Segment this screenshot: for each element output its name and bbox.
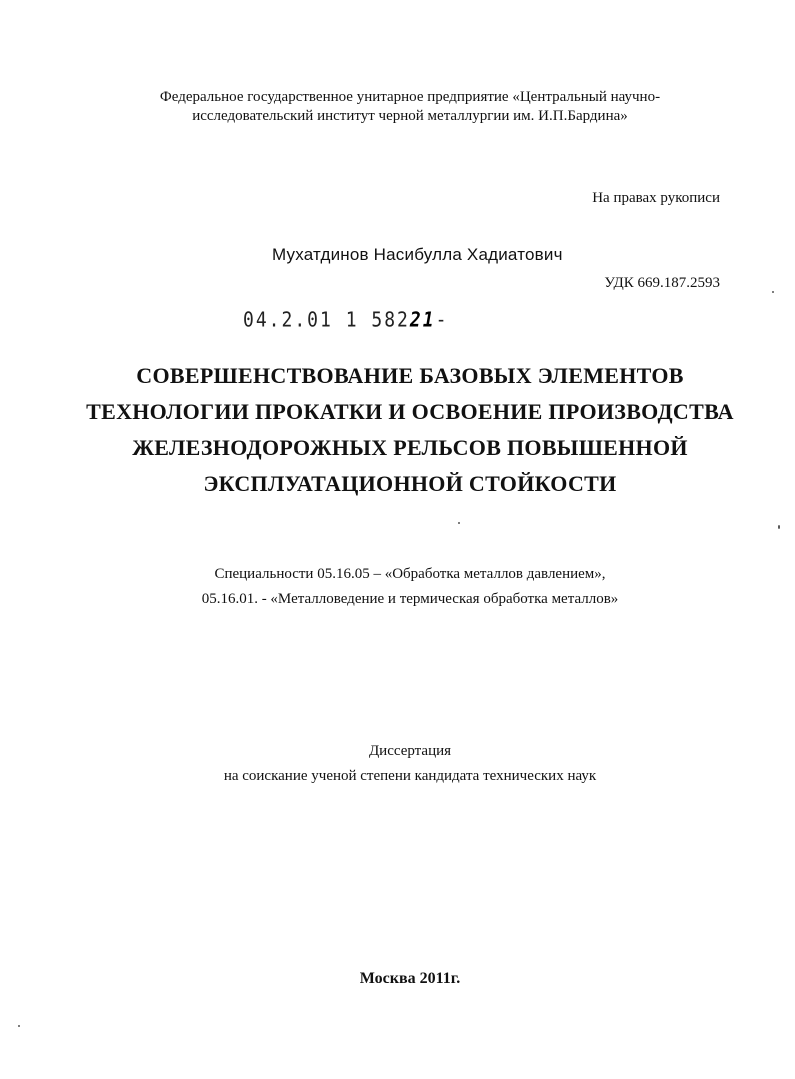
registration-number bbox=[243, 308, 448, 332]
title-line-4: ЭКСПЛУАТАЦИОННОЙ СТОЙКОСТИ bbox=[203, 471, 617, 496]
specialty-line-2: 05.16.01. - «Металловедение и термическая обработка металлов» bbox=[201, 591, 619, 607]
registration-printed: 04.2.01 1 582 bbox=[243, 308, 410, 333]
registration-trail: - bbox=[435, 308, 449, 333]
specialty-block bbox=[90, 562, 730, 612]
scan-speck bbox=[778, 525, 780, 529]
dissertation-block bbox=[90, 739, 730, 789]
registration-handwritten: 21 bbox=[409, 308, 436, 333]
organization-line-1: Федеральное государственное унитарное предприятие «Центральный научно- bbox=[159, 89, 661, 105]
rights-note: На правах рукописи bbox=[592, 190, 720, 206]
title-line-3: ЖЕЛЕЗНОДОРОЖНЫХ РЕЛЬСОВ ПОВЫШЕННОЙ bbox=[132, 435, 688, 460]
dissertation-label: Диссертация bbox=[368, 743, 452, 759]
author-name: Мухатдинов Насибулла Хадиатович bbox=[272, 245, 563, 264]
scan-speck bbox=[458, 522, 460, 524]
udk-code: УДК 669.187.2593 bbox=[604, 275, 720, 291]
dissertation-title bbox=[60, 358, 760, 502]
scan-speck bbox=[18, 1025, 20, 1027]
degree-line: на соискание ученой степени кандидата технических наук bbox=[223, 768, 597, 784]
city-year: Москва 2011г. bbox=[359, 970, 461, 987]
organization-line-2: исследовательский институт черной металлургии им. И.П.Бардина» bbox=[192, 108, 628, 124]
specialty-line-1: Специальности 05.16.05 – «Обработка металлов давлением», bbox=[214, 566, 606, 582]
organization-header bbox=[90, 88, 730, 126]
title-line-1: СОВЕРШЕНСТВОВАНИЕ БАЗОВЫХ ЭЛЕМЕНТОВ bbox=[136, 363, 684, 388]
title-line-2: ТЕХНОЛОГИИ ПРОКАТКИ И ОСВОЕНИЕ ПРОИЗВОДСТВА bbox=[86, 399, 734, 424]
scan-speck bbox=[772, 291, 774, 293]
